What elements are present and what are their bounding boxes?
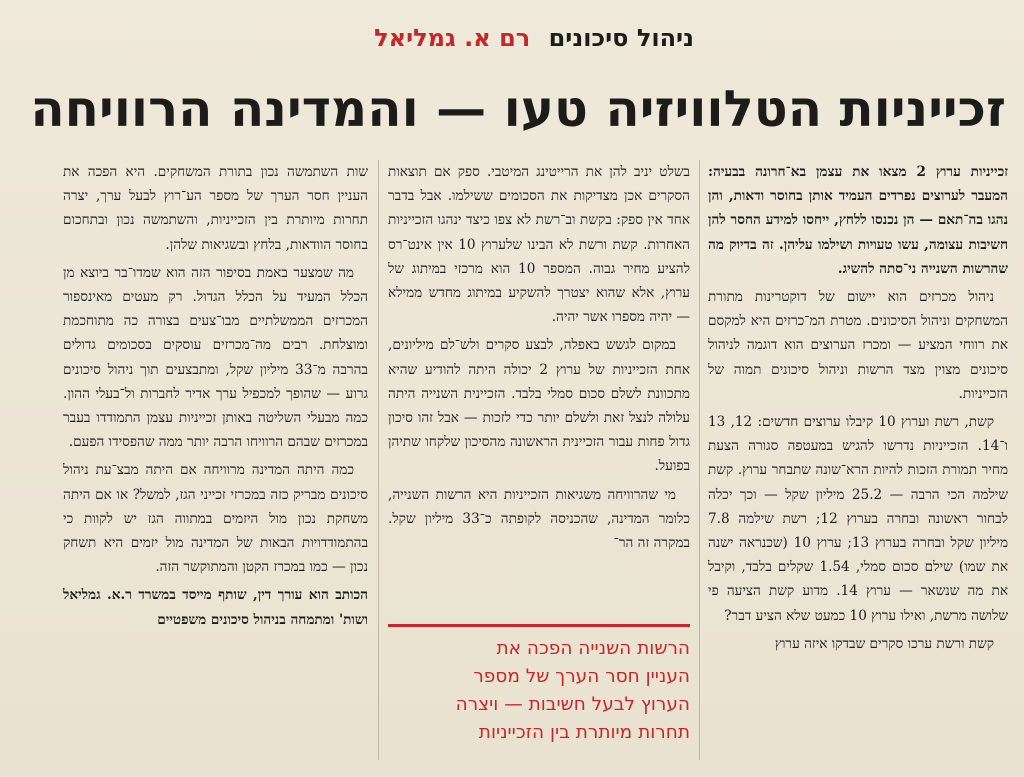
- lead-paragraph: זכייניות ערוץ 2 מצאו את עצמן בא־חרונה בבעיה: המעבר לערוצים נפרדים העמיד אותן בחוסר ודאות, והן נהגו בה־תאם — הן נכנסו ללחץ, ייחסו למידע החסר להן חשיבות עצומה, עשו טעויות ושילמו עליהן. זה בדיוק מה שהרשות השנייה ני־סתה להשיג.: [708, 164, 1009, 277]
- pull-quote-line: הערוץ לבעל חשיבות — ויצרה: [455, 694, 690, 715]
- pull-quote-line: העניין חסר הערך של מספר: [473, 666, 690, 687]
- body-paragraph: קשת, רשת וערוץ 10 קיבלו ערוצים חדשים: 12, 13 ו־14. הזכייניות נדרשו להגיש במעטפה סגורה הצעת מחיר תמורת הזכות להיות הרא־שונה שתבחר ערוץ. קשת שילמה הכי הרבה — 25.2 מיליון שקל — וכך יכלה לבחור ראשונה ובחרה בערוץ 12; רשת שילמה 7.8 מיליון שקל ובחרה בערוץ 13; ערוץ 10 (שכנראה ישנה את שמו) שילם סכום סמלי, 1.54 שקלים בלבד, וקיבל את מה שנשאר — ערוץ 14. מדוע קשת הציעה פי שלושה מרשת, ואילו ערוץ 10 כמעט שלא הציע דבר?: [708, 414, 1009, 624]
- body-paragraph: שות השתמשה נכון בתורת המשחקים. היא הפכה את העניין חסר הערך של מספר הע־רוץ לבעל ערך, יצרה תחרות מיותרת בין הזכייניות, והשתמשה נכון ובתחכום בחוסר הוודאות, בלחץ ובשגיאות שלהן.: [63, 164, 368, 253]
- body-paragraph: קשת ורשת ערכו סקרים שבדקו איזה ערוץ: [774, 635, 994, 652]
- pull-quote: [388, 624, 690, 747]
- body-paragraph: בשלט יניב להן את הרייטינג המיטבי. ספק אם תוצאות הסקרים אכן מצדיקות את הסכומים ששילמו. אבל בדבר אחד אין ספק: בקשת וב־רשת לא צפו כיצד ינהגו הזכייניות האחרות. קשת ורשת לא הבינו שלערוץ 10 אין אינט־רס להציע מחיר גבוה. המספר 10 הוא מרכזי במיתוג של ערוץ, אלא שהוא יצטרך להשקיע במיתוג מחדש ממילא — יהיה מספרו אשר יהיה.: [388, 164, 691, 326]
- body-paragraph: במקום לגשש באפלה, לבצע סקרים ולש־לם מיליונים, אחת הזכייניות של ערוץ 2 יכולה היתה להודיע שהיא מתכוונת לשלם סכום סמלי בלבד. הזכיינית השנייה היתה עלולה לנצל זאת ולשלם יותר כדי לזכות — אבל זהו סיכון גדול פחות עבור הזכיינית הראשונה מהסיכון שלקחו שתיהן בפועל.: [388, 337, 690, 475]
- column-right: [708, 160, 1008, 660]
- body-paragraph: מי שהרוויחה משגיאות הזכייניות היא הרשות השנייה, כלומר המדינה, שהכניסה לקופתה כ־33 מיליון שקל. במקרה זה הר־: [388, 486, 690, 552]
- byline: [374, 24, 694, 52]
- author-name: רם א. גמליאל: [374, 24, 531, 52]
- body-paragraph: ניהול מכרזים הוא יישום של דוקטרינות מתורת המשחקים וניהול הסיכונים. מטרת המ־כרזים היא למקסם את רווחי המציע — ומכרז הערוצים הוא דוגמה לניהול סיכונים מצוין מצד הרשות וניהול סיכונים תמוה של הזכייניות.: [708, 289, 1008, 402]
- pull-quote-line: תחרות מיותרת בין הזכייניות: [478, 722, 690, 743]
- author-bio: הכותב הוא עורך דין, שותף מייסד במשרד ר.א. גמליאל ושות' ומתמחה בניהול סיכונים משפטיים: [63, 587, 368, 628]
- body-paragraph: כמה היתה המדינה מרוויחה אם היתה מבצ־עת ניהול סיכונים מבריק כזה במכרזי זכייני הגז, למשל? או אם היתה משחקת נכון מול היזמים במתווה הגז יש לקוות כי בהתמודדויות הבאות של המדינה מול יזמים היא תשחק נכון — כמו במכרז הקטן והמתוקשר הזה.: [63, 462, 368, 576]
- section-name: ניהול סיכונים: [548, 24, 694, 52]
- column-divider: [699, 160, 700, 760]
- pull-quote-line: הרשות השנייה הפכה את: [496, 638, 690, 659]
- body-paragraph: מה שמצער באמת בסיפור הזה הוא שמדו־בר ביוצא מן הכלל המעיד על הכלל הגדול. רק מעטים מאינספור המכרזים הממשלתיים מבו־צעים בצורה כה מתוחכמת ומוצלחת. רבים מה־מכרזים עוסקים בסכומים גדולים בהרבה מ־33 מיליון שקל, ומתבצעים תוך ניהול סיכונים גרוע — שהופך למכפיל ערך אדיר לחברות ול־בעלי ההון. כמה מבעלי השליטה באותן זכייניות עצמן התמודדו בעבר במכרזים שבהם הרוויחו הרבה יותר ממה שהפסידו הפעם.: [63, 264, 368, 451]
- headline: זכייניות הטלוויזיה טעו — והמדינה הרוויחה: [30, 80, 1006, 138]
- column-divider: [378, 160, 379, 760]
- column-middle: [388, 160, 690, 559]
- column-left: [63, 160, 368, 636]
